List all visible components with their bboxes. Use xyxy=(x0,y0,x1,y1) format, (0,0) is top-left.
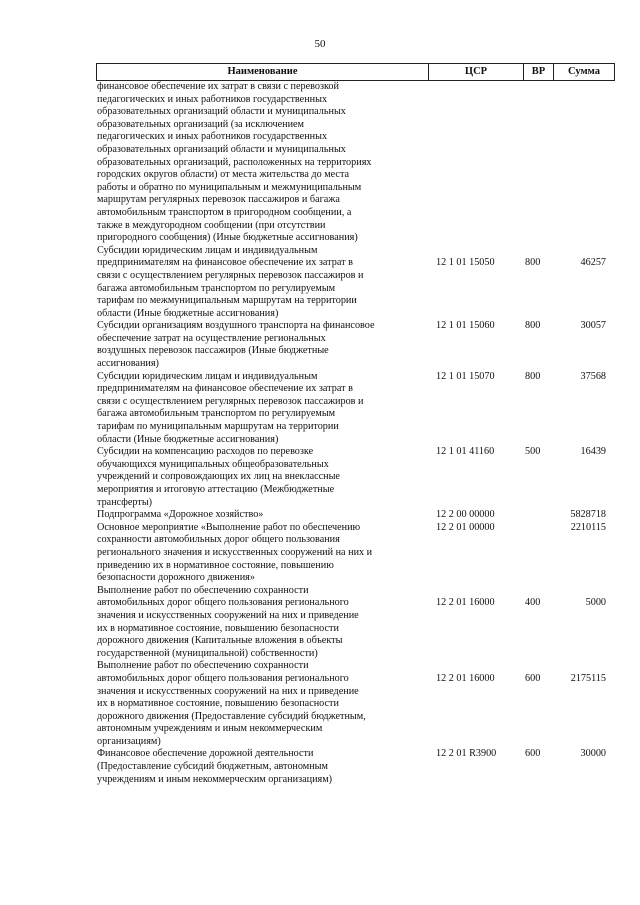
row-name xyxy=(96,522,428,585)
table-header xyxy=(96,63,615,81)
row-csr: 12 1 01 15060 xyxy=(436,320,495,332)
row-csr: 12 1 01 15070 xyxy=(436,370,495,382)
budget-table xyxy=(96,63,615,786)
row-name-line: тарифам по муниципальным маршрутам на территории xyxy=(97,421,339,433)
row-sum: 46257 xyxy=(580,257,606,269)
header-sum: Сумма xyxy=(553,64,615,80)
row-name-line: Подпрограмма «Дорожное хозяйство» xyxy=(97,509,264,521)
row-vr: 400 xyxy=(525,597,541,609)
row-csr: 12 2 01 00000 xyxy=(436,521,495,533)
row-name xyxy=(96,509,428,522)
row-vr xyxy=(523,81,553,245)
table-row xyxy=(96,81,615,245)
row-name xyxy=(96,748,428,786)
row-vr: 800 xyxy=(525,370,541,382)
row-sum: 2210115 xyxy=(570,521,606,533)
row-name-line: их в нормативное состояние, повышению безопасности xyxy=(97,622,339,634)
row-name-line: автомобильным транспортом в пригородном сообщении, а xyxy=(97,206,352,218)
row-name-line: Выполнение работ по обеспечению сохранности xyxy=(97,584,309,596)
row-name-line: работы и обратно по муниципальным и межмуниципальным xyxy=(97,181,362,193)
row-name-line: образовательных организаций области и муниципальных xyxy=(97,106,346,118)
row-name-line: трансферты) xyxy=(97,496,153,508)
row-vr: 500 xyxy=(525,446,541,458)
row-name xyxy=(96,446,428,509)
row-sum: 2175115 xyxy=(570,672,606,684)
row-name-line: пригородного сообщения) (Иные бюджетные ассигнования) xyxy=(97,232,358,244)
row-sum: 30000 xyxy=(580,748,606,760)
row-name-line: автомобильных дорог общего пользования регионального xyxy=(97,597,349,609)
row-name xyxy=(96,371,428,447)
row-sum: 16439 xyxy=(580,446,606,458)
row-name-line: Субсидии юридическим лицам и индивидуальным xyxy=(97,244,318,256)
table-row xyxy=(96,522,615,585)
row-name xyxy=(96,81,428,245)
row-name-line: автономным учреждениям и иным некоммерческим xyxy=(97,723,323,735)
row-vr: 800 xyxy=(525,320,541,332)
row-name-line: образовательных организаций области и муниципальных xyxy=(97,143,346,155)
row-name-line: сохранности автомобильных дорог общего пользования xyxy=(97,534,340,546)
page-number: 50 xyxy=(314,38,326,50)
row-vr: 800 xyxy=(525,257,541,269)
table-row xyxy=(96,509,615,522)
row-name-line: Субсидии на компенсацию расходов по перевозке xyxy=(97,446,314,458)
row-name-line: также в междугородном сообщении (при отсутствии xyxy=(97,219,326,231)
row-name-line: приведению их в нормативное состояние, повышению xyxy=(97,559,334,571)
row-name-line: финансовое обеспечение их затрат в связи с перевозкой xyxy=(97,81,339,92)
table-row xyxy=(96,748,615,786)
row-name-line: образовательных организаций, расположенных на территориях xyxy=(97,156,372,168)
row-csr: 12 1 01 15050 xyxy=(436,257,495,269)
row-name-line: регионального значения и искусственных сооружений на них и xyxy=(97,546,373,558)
table-row xyxy=(96,371,615,447)
row-name-line: учреждений и сопровождающих их лиц на внеклассные xyxy=(97,471,340,483)
row-name-line: значения и искусственных сооружений на них и приведение xyxy=(97,609,359,621)
row-name-line: Основное мероприятие «Выполнение работ по обеспечению xyxy=(97,521,361,533)
row-name xyxy=(96,660,428,748)
row-name-line: Субсидии юридическим лицам и индивидуальным xyxy=(97,370,318,382)
row-name-line: организациям) xyxy=(97,735,161,747)
row-name-line: педагогических и иных работников государственных xyxy=(97,93,328,105)
row-name-line: обеспечение затрат на осуществление региональных xyxy=(97,332,326,344)
row-vr xyxy=(523,509,553,522)
row-name-line: ассигнования) xyxy=(97,358,159,370)
row-name-line: учреждениям и иным некоммерческим организациям) xyxy=(97,773,333,785)
row-csr: 12 1 01 41160 xyxy=(436,446,495,458)
row-name-line: безопасности дорожного движения» xyxy=(97,572,255,584)
header-vr: ВР xyxy=(523,64,553,80)
row-name-line: образовательных организаций (за исключением xyxy=(97,118,304,130)
row-name-line: автомобильных дорог общего пользования регионального xyxy=(97,672,349,684)
row-sum: 37568 xyxy=(580,370,606,382)
row-name xyxy=(96,245,428,321)
row-csr: 12 2 01 R3900 xyxy=(436,748,497,760)
row-name-line: области (Иные бюджетные ассигнования) xyxy=(97,433,279,445)
table-row xyxy=(96,245,615,321)
row-name-line: Субсидии организациям воздушного транспорта на финансовое xyxy=(97,320,375,332)
row-name xyxy=(96,585,428,661)
row-name-line: дорожного движения (Капитальные вложения в объекты xyxy=(97,635,343,647)
row-sum: 30057 xyxy=(580,320,606,332)
row-name-line: Финансовое обеспечение дорожной деятельности xyxy=(97,748,314,760)
row-name xyxy=(96,320,428,370)
row-csr: 12 2 01 16000 xyxy=(436,672,495,684)
row-vr: 600 xyxy=(525,672,541,684)
row-name-line: обучающихся муниципальных общеобразовательных xyxy=(97,458,329,470)
row-name-line: связи с осуществлением регулярных перевозок пассажиров и xyxy=(97,269,364,281)
row-name-line: их в нормативное состояние, повышению безопасности xyxy=(97,698,339,710)
table-row xyxy=(96,660,615,748)
row-name-line: багажа автомобильным транспортом по регулируемым xyxy=(97,408,336,420)
row-name-line: педагогических и иных работников государственных xyxy=(97,131,328,143)
row-name-line: городских округов области) от места жительства до места xyxy=(97,169,350,181)
row-name-line: тарифам по межмуниципальным маршрутам на территории xyxy=(97,295,357,307)
row-name-line: (Предоставление субсидий бюджетным, автономным xyxy=(97,761,328,773)
row-name-line: воздушных перевозок пассажиров (Иные бюджетные xyxy=(97,345,329,357)
table-body xyxy=(96,81,615,786)
header-name: Наименование xyxy=(96,64,428,80)
row-sum: 5828718 xyxy=(570,509,606,521)
row-csr: 12 2 00 00000 xyxy=(436,509,495,521)
header-csr: ЦСР xyxy=(428,64,523,80)
row-name-line: предпринимателям на финансовое обеспечение их затрат в xyxy=(97,383,353,395)
table-row xyxy=(96,320,615,370)
row-name-line: значения и искусственных сооружений на них и приведение xyxy=(97,685,359,697)
row-name-line: маршрутам регулярных перевозок пассажиров и багажа xyxy=(97,194,340,206)
row-name-line: связи с осуществлением регулярных перевозок пассажиров и xyxy=(97,395,364,407)
row-sum xyxy=(553,81,615,245)
row-name-line: багажа автомобильным транспортом по регулируемым xyxy=(97,282,336,294)
table-row xyxy=(96,585,615,661)
table-row xyxy=(96,446,615,509)
row-name-line: мероприятия и итоговую аттестацию (Межбюджетные xyxy=(97,484,335,495)
row-csr: 12 2 01 16000 xyxy=(436,597,495,609)
row-name-line: Выполнение работ по обеспечению сохранности xyxy=(97,660,309,672)
row-name-line: предпринимателям на финансовое обеспечение их затрат в xyxy=(97,257,353,269)
row-name-line: государственной (муниципальной) собственности) xyxy=(97,647,318,659)
row-csr xyxy=(428,81,523,245)
row-vr xyxy=(523,522,553,585)
row-sum: 5000 xyxy=(585,597,606,609)
row-vr: 600 xyxy=(525,748,541,760)
row-name-line: дорожного движения (Предоставление субсидий бюджетным, xyxy=(97,710,366,722)
row-name-line: области (Иные бюджетные ассигнования) xyxy=(97,307,279,319)
